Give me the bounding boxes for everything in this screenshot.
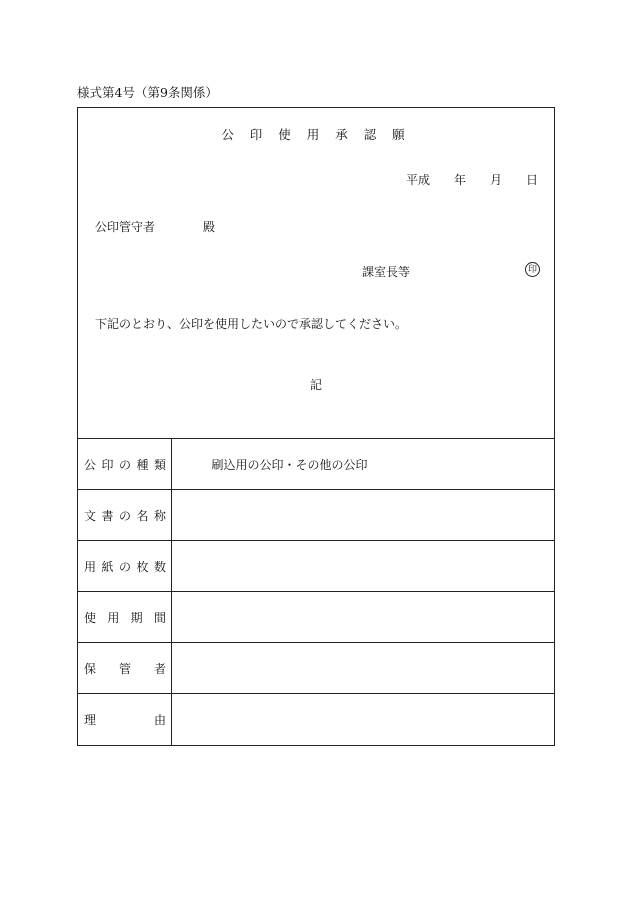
row-label-char: 用 — [107, 610, 120, 625]
date-line — [406, 171, 538, 188]
table-row — [78, 541, 554, 592]
row-label-char: 紙 — [101, 559, 114, 574]
row-label-char: の — [118, 457, 131, 472]
addressee-line — [95, 218, 215, 235]
row-label-text — [84, 660, 166, 677]
row-value[interactable] — [171, 694, 554, 745]
table-row — [78, 490, 554, 541]
addressee-honorific: 殿 — [203, 220, 216, 234]
row-label-text — [84, 609, 166, 626]
row-label-text — [84, 456, 166, 473]
row-label — [78, 592, 171, 643]
row-value[interactable] — [171, 592, 554, 643]
addressee-label: 公印管守者 — [95, 220, 156, 234]
date-month: 月 — [489, 173, 502, 187]
date-era: 平成 — [405, 173, 430, 187]
row-label-char: の — [118, 559, 131, 574]
row-label-text — [84, 558, 166, 575]
application-section — [78, 108, 554, 438]
table-row — [78, 439, 554, 490]
date-day: 日 — [525, 173, 538, 187]
row-label-text — [84, 507, 166, 524]
row-value[interactable]: 刷込用の公印・その他の公印 — [171, 439, 554, 490]
request-text: 下記のとおり、公印を使用したいので承認してください。 — [95, 317, 408, 331]
row-label — [78, 541, 171, 592]
row-label-char: 印 — [101, 457, 114, 472]
table-row — [78, 643, 554, 694]
ki-heading: 記 — [309, 378, 322, 392]
row-value[interactable] — [171, 643, 554, 694]
row-label — [78, 643, 171, 694]
seal-mark: 印 — [525, 262, 540, 277]
row-label-char: 枚 — [136, 559, 149, 574]
row-label-char: 類 — [153, 457, 166, 472]
row-label-char: 管 — [118, 661, 131, 676]
row-label-char: 公 — [84, 457, 97, 472]
row-label-char: 文 — [84, 508, 97, 523]
row-label-char: 由 — [153, 713, 166, 728]
form-number: 様式第4号（第9条関係） — [77, 85, 218, 100]
row-label-char: 理 — [84, 713, 97, 728]
details-table — [78, 438, 554, 745]
row-label-char: 書 — [101, 508, 114, 523]
applicant-label: 課室長等 — [362, 265, 411, 279]
row-label — [78, 439, 171, 490]
row-label-char: の — [118, 508, 131, 523]
row-value[interactable] — [171, 490, 554, 541]
row-label — [78, 490, 171, 541]
row-value[interactable] — [171, 541, 554, 592]
row-label-char: 用 — [84, 559, 97, 574]
row-label-char: 称 — [153, 508, 166, 523]
row-label-text — [84, 711, 166, 728]
row-label-char: 数 — [153, 559, 166, 574]
row-label-char: 名 — [136, 508, 149, 523]
table-row — [78, 592, 554, 643]
form-frame — [77, 107, 555, 746]
row-label-char: 期 — [130, 610, 143, 625]
row-label-char: 保 — [84, 661, 97, 676]
row-label-char: 使 — [84, 610, 97, 625]
row-label-char: 者 — [153, 661, 166, 676]
date-year: 年 — [453, 173, 466, 187]
row-label — [78, 694, 171, 745]
row-label-char: 種 — [136, 457, 149, 472]
table-row — [78, 694, 554, 745]
row-label-char: 間 — [153, 610, 166, 625]
form-title: 公 印 使 用 承 認 願 — [221, 127, 411, 142]
